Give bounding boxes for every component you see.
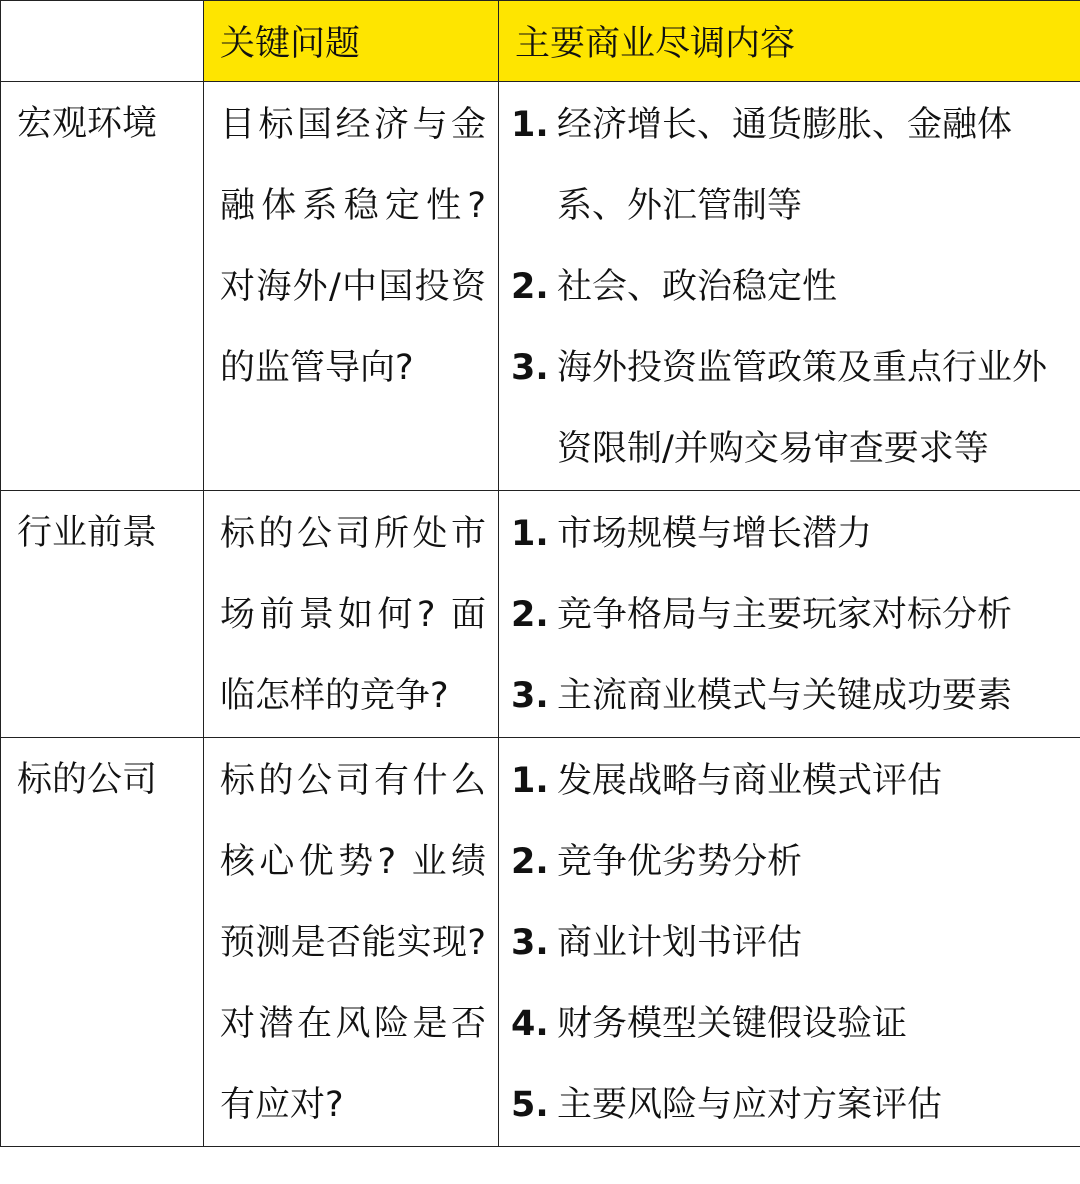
row-category: 标的公司 bbox=[1, 738, 204, 1147]
item-number: 1. bbox=[511, 761, 549, 801]
item-number: 1. bbox=[511, 514, 549, 554]
list-item bbox=[511, 247, 1080, 328]
item-number: 4. bbox=[511, 1004, 549, 1044]
table-row bbox=[1, 82, 1080, 491]
list-item bbox=[511, 1065, 1080, 1146]
item-text: 市场规模与增长潜力 bbox=[557, 514, 873, 554]
item-text: 竞争格局与主要玩家对标分析 bbox=[557, 595, 1013, 635]
item-text: 主要风险与应对方案评估 bbox=[557, 1085, 943, 1125]
list-item bbox=[511, 575, 1080, 656]
item-text: 商业计划书评估 bbox=[557, 923, 803, 963]
list-item bbox=[511, 656, 1080, 737]
list-item bbox=[511, 494, 1080, 575]
item-number: 5. bbox=[511, 1085, 549, 1125]
row-category: 宏观环境 bbox=[1, 82, 204, 491]
item-number: 3. bbox=[511, 923, 549, 963]
item-number: 3. bbox=[511, 348, 549, 388]
row-items bbox=[499, 491, 1080, 738]
header-blank-cell bbox=[1, 1, 204, 82]
list-item bbox=[511, 822, 1080, 903]
item-text: 主流商业模式与关键成功要素 bbox=[557, 676, 1013, 716]
item-number: 1. bbox=[511, 105, 549, 145]
row-category: 行业前景 bbox=[1, 491, 204, 738]
row-question: 标的公司所处市场前景如何? 面临怎样的竞争? bbox=[204, 491, 499, 738]
item-number: 2. bbox=[511, 842, 549, 882]
row-items bbox=[499, 738, 1080, 1147]
item-number: 2. bbox=[511, 267, 549, 307]
item-text: 发展战略与商业模式评估 bbox=[557, 761, 943, 801]
header-key-questions: 关键问题 bbox=[204, 1, 499, 82]
row-question: 标的公司有什么核心优势? 业绩预测是否能实现? 对潜在风险是否有应对? bbox=[204, 738, 499, 1147]
list-item bbox=[511, 85, 1080, 247]
table-row bbox=[1, 738, 1080, 1147]
item-number: 2. bbox=[511, 595, 549, 635]
header-row bbox=[1, 1, 1080, 82]
item-number: 3. bbox=[511, 676, 549, 716]
item-text: 经济增长、通货膨胀、金融体系、外汇管制等 bbox=[557, 105, 1013, 226]
item-text: 财务模型关键假设验证 bbox=[557, 1004, 908, 1044]
list-item bbox=[511, 328, 1080, 490]
list-item bbox=[511, 741, 1080, 822]
list-item bbox=[511, 984, 1080, 1065]
row-items bbox=[499, 82, 1080, 491]
item-text: 海外投资监管政策及重点行业外资限制/并购交易审查要求等 bbox=[557, 348, 1048, 469]
header-dd-content: 主要商业尽调内容 bbox=[499, 1, 1080, 82]
table-row bbox=[1, 491, 1080, 738]
item-text: 社会、政治稳定性 bbox=[557, 267, 838, 307]
item-text: 竞争优劣势分析 bbox=[557, 842, 803, 882]
list-item bbox=[511, 903, 1080, 984]
row-question: 目标国经济与金融体系稳定性? 对海外/中国投资的监管导向? bbox=[204, 82, 499, 491]
